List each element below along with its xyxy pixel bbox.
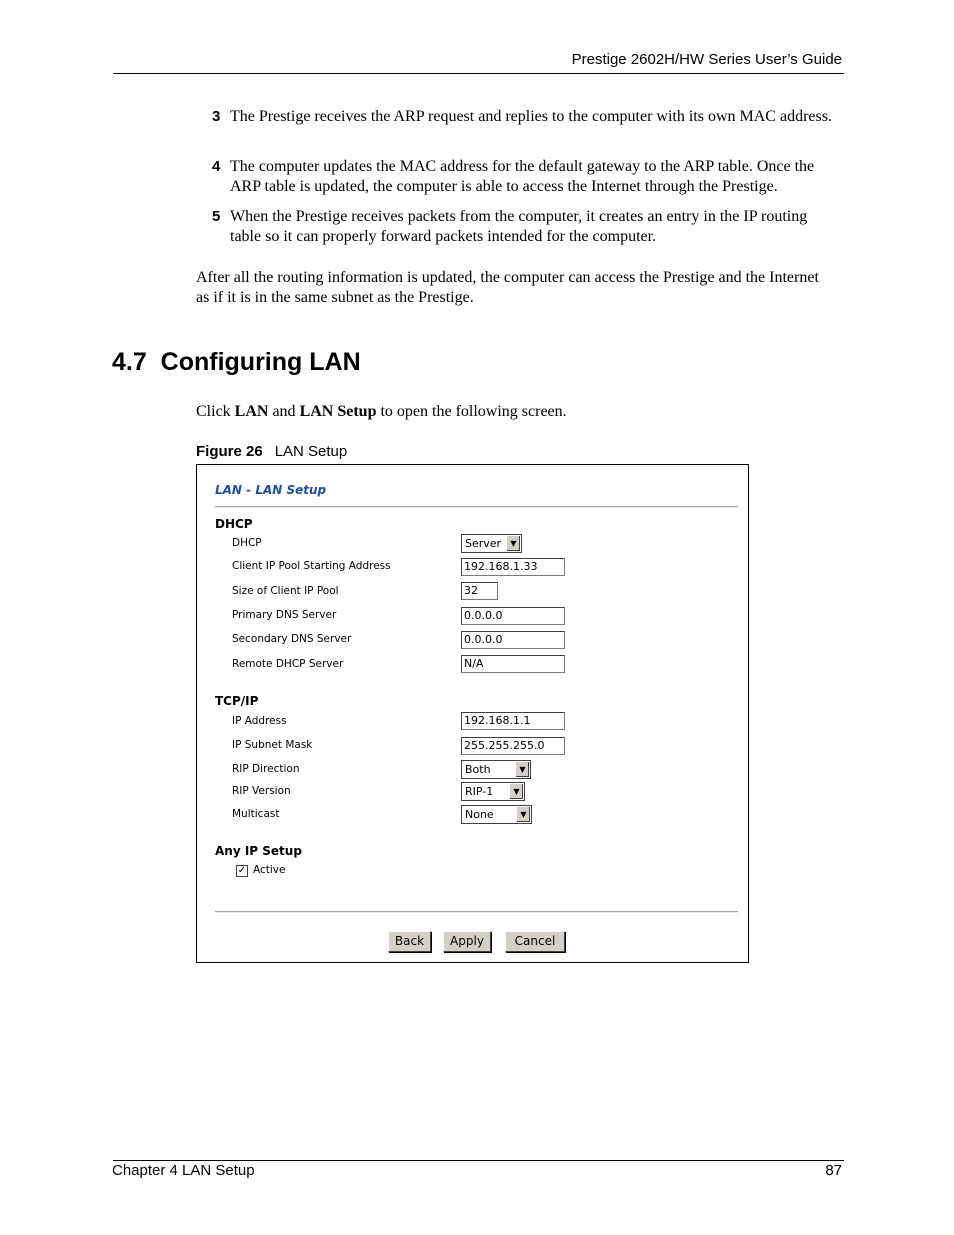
subnet-mask-label: IP Subnet Mask — [232, 739, 313, 751]
header-rule — [113, 73, 844, 74]
pool-start-input[interactable]: 192.168.1.33 — [461, 558, 565, 576]
step-number: 3 — [212, 108, 221, 125]
step-number: 5 — [212, 208, 221, 225]
tcpip-heading: TCP/IP — [215, 694, 259, 708]
primary-dns-label: Primary DNS Server — [232, 609, 337, 621]
back-button[interactable]: Back — [388, 931, 431, 952]
checkmark-icon: ✓ — [237, 865, 247, 876]
divider — [215, 506, 738, 508]
panel-title: LAN - LAN Setup — [215, 483, 327, 497]
intro-text: Click — [196, 403, 231, 420]
step-number: 4 — [212, 158, 221, 175]
cancel-button[interactable]: Cancel — [505, 931, 565, 952]
section-number: 4.7 — [112, 348, 147, 376]
primary-dns-input[interactable]: 0.0.0.0 — [461, 607, 565, 625]
multicast-label: Multicast — [232, 808, 280, 820]
divider — [215, 911, 738, 913]
rip-direction-value: Both — [465, 763, 491, 776]
step-text: The computer updates the MAC address for the default gateway to the ARP table. Once the ARP table is updated, the computer is able to access the Internet through the Prestige. — [230, 158, 815, 195]
remote-dhcp-label: Remote DHCP Server — [232, 658, 344, 670]
figure-caption — [196, 443, 347, 460]
pool-size-input[interactable]: 32 — [461, 582, 498, 600]
multicast-select[interactable] — [461, 805, 532, 824]
rip-version-select[interactable] — [461, 782, 525, 801]
ip-address-input[interactable]: 192.168.1.1 — [461, 712, 565, 730]
lan-setup-screenshot — [196, 464, 749, 963]
intro-text: to open the following screen. — [380, 403, 567, 420]
step-text: The Prestige receives the ARP request and replies to the computer with its own MAC address. — [230, 108, 832, 125]
intro-text: and — [272, 403, 296, 420]
footer-rule — [113, 1160, 844, 1161]
multicast-value: None — [465, 808, 494, 821]
section-heading — [112, 348, 361, 377]
body-paragraph: After all the routing information is updated, the computer can access the Prestige and the Internet as if it is in the same subnet as the Prestige. — [196, 269, 819, 306]
figure-title: LAN Setup — [274, 443, 348, 460]
dhcp-select[interactable] — [461, 534, 522, 553]
remote-dhcp-input[interactable]: N/A — [461, 655, 565, 673]
active-checkbox[interactable] — [236, 865, 248, 877]
dhcp-heading: DHCP — [215, 517, 253, 531]
active-label: Active — [253, 864, 286, 876]
any-ip-heading: Any IP Setup — [215, 844, 302, 858]
section-title: Configuring LAN — [160, 348, 361, 376]
rip-version-value: RIP-1 — [465, 785, 494, 798]
dhcp-select-value: Server — [465, 537, 502, 550]
rip-direction-label: RIP Direction — [232, 763, 300, 775]
figure-label: Figure 26 — [196, 443, 263, 460]
page-number: 87 — [825, 1162, 842, 1179]
rip-version-label: RIP Version — [232, 785, 291, 797]
ip-address-label: IP Address — [232, 715, 287, 727]
apply-button[interactable]: Apply — [443, 931, 491, 952]
intro-menu-lan-setup: LAN Setup — [299, 403, 377, 420]
dhcp-label: DHCP — [232, 537, 262, 549]
chevron-down-icon[interactable]: ▼ — [506, 536, 520, 551]
step-text: When the Prestige receives packets from the computer, it creates an entry in the IP routing table so it can properly forward packets intended for the computer. — [230, 208, 808, 245]
intro-menu-lan: LAN — [234, 403, 269, 420]
pool-start-label: Client IP Pool Starting Address — [232, 560, 391, 572]
chevron-down-icon[interactable]: ▼ — [516, 807, 530, 822]
rip-direction-select[interactable] — [461, 760, 531, 779]
intro-sentence — [196, 403, 567, 421]
chevron-down-icon[interactable]: ▼ — [509, 784, 523, 799]
secondary-dns-label: Secondary DNS Server — [232, 633, 352, 645]
running-header: Prestige 2602H/HW Series User’s Guide — [571, 51, 842, 68]
footer-chapter: Chapter 4 LAN Setup — [112, 1162, 255, 1179]
pool-size-label: Size of Client IP Pool — [232, 585, 339, 597]
secondary-dns-input[interactable]: 0.0.0.0 — [461, 631, 565, 649]
subnet-mask-input[interactable]: 255.255.255.0 — [461, 737, 565, 755]
chevron-down-icon[interactable]: ▼ — [515, 762, 529, 777]
